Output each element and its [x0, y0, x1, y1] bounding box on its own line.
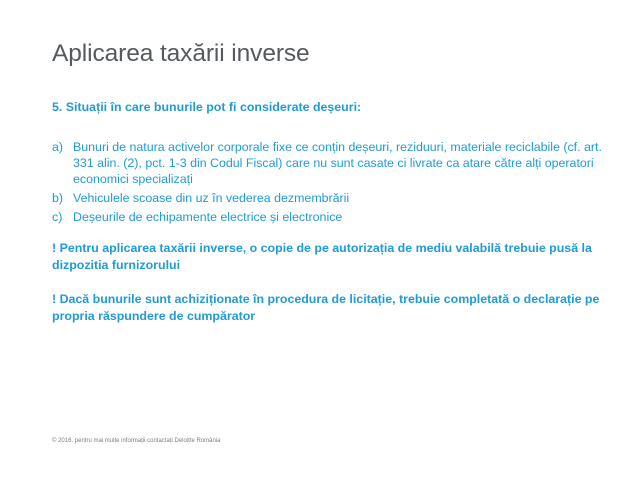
note-environmental-permit: ! Pentru aplicarea taxării inverse, o copie de pe autorizația de mediu valabilă trebuie pusă la dizpozitia furnizorului	[52, 241, 592, 272]
section-heading: 5. Situații în care bunurile pot fi considerate deșeuri:	[52, 100, 362, 114]
list-item	[52, 139, 612, 187]
list-marker: b)	[52, 191, 64, 205]
list-item-text: Deșeurile de echipamente electrice și electronice	[73, 210, 343, 224]
footer-copyright: © 2016. pentru mai multe informații contactați Deloitte România	[52, 438, 221, 444]
list-item-text: Bunuri de natura activelor corporale fixe ce conțin deșeuri, reziduuri, materiale reciclabile (cf. art. 331 alin. (2), pct. 1-3 din Codul Fiscal) care nu sunt casate ci livrate ca atare către alți operatori economici specializați	[73, 140, 602, 186]
slide-title: Aplicarea taxării inverse	[52, 40, 310, 67]
list-item	[52, 209, 612, 225]
list-item-text: Vehiculele scoase din uz în vederea dezmembrării	[73, 191, 350, 205]
list-item	[52, 190, 612, 206]
situations-list	[52, 139, 612, 228]
list-marker: c)	[52, 210, 63, 224]
list-marker: a)	[52, 140, 64, 154]
note-auction-declaration: ! Dacă bunurile sunt achiziționate în procedura de licitație, trebuie completată o declarație pe propria răspundere de cumpărator	[52, 292, 600, 323]
